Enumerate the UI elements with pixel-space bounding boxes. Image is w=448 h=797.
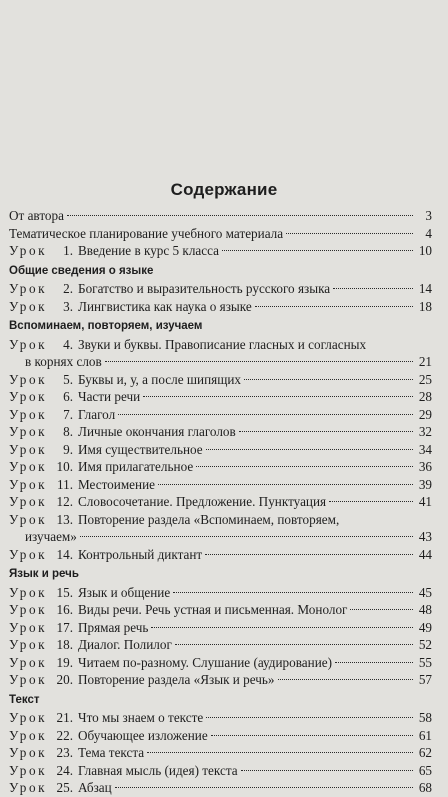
lesson-prefix: Урок bbox=[9, 546, 48, 562]
entry-title: Что мы знаем о тексте bbox=[78, 710, 204, 725]
toc-entry bbox=[9, 371, 432, 389]
entry-title: Тематическое планирование учебного материала bbox=[9, 225, 284, 241]
lesson-number: 6. bbox=[63, 389, 73, 404]
page-number: 29 bbox=[418, 406, 432, 422]
toc-entry bbox=[9, 388, 432, 406]
entry-title: Прямая речь bbox=[78, 619, 149, 635]
dot-leader bbox=[143, 396, 413, 397]
page-number: 55 bbox=[418, 654, 432, 670]
dot-leader bbox=[206, 449, 413, 450]
entry-title: Местоимение bbox=[78, 476, 155, 492]
toc-entry bbox=[9, 709, 432, 727]
dot-leader bbox=[286, 233, 413, 234]
entry-title: Личные окончания глаголов bbox=[78, 424, 236, 439]
lesson-prefix: Урок bbox=[9, 441, 48, 457]
lesson-number: 14. bbox=[56, 546, 73, 562]
dot-leader bbox=[350, 609, 413, 610]
entry-title: Главная мысль (идея) текста bbox=[78, 762, 238, 778]
lesson-number: 24. bbox=[56, 762, 73, 778]
entry-title: Словосочетание. Предложение. Пунктуация bbox=[78, 494, 327, 509]
page-number: 10 bbox=[418, 243, 432, 258]
entry-title: Богатство и выразительность русского языка bbox=[78, 281, 331, 296]
section-heading: Текст bbox=[9, 693, 40, 706]
entry-title: Глагол bbox=[78, 406, 116, 422]
page-number: 58 bbox=[418, 710, 432, 725]
lesson-prefix: Урок bbox=[9, 727, 48, 743]
entry-title: Имя прилагательное bbox=[78, 459, 194, 474]
lesson-number: 7. bbox=[63, 406, 73, 422]
lesson-prefix: Урок bbox=[9, 389, 48, 404]
toc-entry bbox=[9, 654, 432, 672]
lesson-number: 23. bbox=[56, 745, 73, 760]
dot-leader bbox=[80, 536, 413, 537]
lesson-prefix: Урок bbox=[9, 511, 48, 527]
page-number: 3 bbox=[425, 208, 432, 223]
dot-leader bbox=[335, 662, 413, 663]
dot-leader bbox=[118, 414, 413, 415]
entry-title: Звуки и буквы. Правописание гласных и согласных bbox=[78, 336, 367, 352]
lesson-prefix: Урок bbox=[9, 637, 48, 652]
toc-entry bbox=[9, 280, 432, 298]
entry-title: Имя существительное bbox=[78, 441, 203, 457]
lesson-prefix: Урок bbox=[9, 281, 48, 296]
entry-title: Введение в курс 5 класса bbox=[78, 243, 219, 258]
dot-leader bbox=[196, 466, 413, 467]
page-number: 25 bbox=[418, 371, 432, 387]
lesson-number: 12. bbox=[56, 494, 73, 509]
table-of-contents bbox=[9, 207, 432, 797]
page-number: 44 bbox=[418, 546, 432, 562]
lesson-number: 15. bbox=[56, 584, 73, 600]
dot-leader bbox=[211, 735, 413, 736]
lesson-prefix: Урок bbox=[9, 494, 48, 509]
page-number: 36 bbox=[418, 459, 432, 474]
page-number: 41 bbox=[418, 494, 432, 509]
dot-leader bbox=[278, 679, 414, 680]
toc-entry bbox=[9, 779, 432, 797]
lesson-prefix: Урок bbox=[9, 619, 48, 635]
lesson-prefix: Урок bbox=[9, 780, 48, 795]
dot-leader bbox=[67, 215, 413, 216]
toc-entry bbox=[9, 636, 432, 654]
entry-title: Обучающее изложение bbox=[78, 727, 208, 743]
lesson-prefix: Урок bbox=[9, 424, 48, 439]
lesson-prefix: Урок bbox=[9, 406, 48, 422]
entry-title: Повторение раздела «Язык и речь» bbox=[78, 672, 275, 687]
lesson-prefix: Урок bbox=[9, 745, 48, 760]
entry-title: Тема текста bbox=[78, 745, 145, 760]
toc-entry bbox=[9, 458, 432, 476]
entry-title: Абзац bbox=[78, 780, 112, 795]
page-number: 4 bbox=[425, 225, 432, 241]
entry-title: От автора bbox=[9, 208, 64, 223]
entry-title-continued: изучаем» bbox=[25, 529, 77, 544]
toc-entry bbox=[9, 242, 432, 260]
lesson-number: 22. bbox=[56, 727, 73, 743]
dot-leader bbox=[205, 554, 413, 555]
page-number: 68 bbox=[418, 780, 432, 795]
page-title: Содержание bbox=[170, 180, 278, 199]
entry-title: Буквы и, у, а после шипящих bbox=[78, 371, 242, 387]
lesson-prefix: Урок bbox=[9, 243, 48, 258]
entry-title: Контрольный диктант bbox=[78, 546, 203, 562]
lesson-prefix: Урок bbox=[9, 602, 48, 617]
section-heading: Общие сведения о языке bbox=[9, 264, 154, 277]
dot-leader bbox=[239, 431, 413, 432]
dot-leader bbox=[255, 306, 413, 307]
toc-entry bbox=[9, 601, 432, 619]
toc-entry bbox=[9, 441, 432, 459]
toc-entry bbox=[9, 207, 432, 225]
lesson-prefix: Урок bbox=[9, 298, 48, 314]
dot-leader bbox=[151, 627, 413, 628]
lesson-number: 17. bbox=[56, 619, 73, 635]
dot-leader bbox=[241, 770, 413, 771]
page-number: 14 bbox=[418, 281, 432, 296]
lesson-prefix: Урок bbox=[9, 584, 48, 600]
entry-title: Диалог. Полилог bbox=[78, 637, 172, 652]
lesson-number: 20. bbox=[56, 672, 73, 687]
lesson-prefix: Урок bbox=[9, 371, 48, 387]
lesson-number: 21. bbox=[56, 710, 73, 725]
page-number: 62 bbox=[418, 745, 432, 760]
section-heading: Язык и речь bbox=[9, 568, 79, 580]
entry-title-continued: в корнях слов bbox=[25, 354, 102, 369]
toc-entry bbox=[9, 584, 432, 602]
page-number: 34 bbox=[418, 441, 432, 457]
entry-title: Читаем по-разному. Слушание (аудирование) bbox=[78, 654, 333, 670]
lesson-number: 19. bbox=[56, 654, 73, 670]
page-number: 57 bbox=[418, 672, 432, 687]
page-number: 43 bbox=[418, 529, 432, 544]
toc-entry bbox=[9, 619, 432, 637]
lesson-number: 13. bbox=[56, 511, 73, 527]
toc-entry bbox=[9, 493, 432, 511]
page-number: 39 bbox=[418, 476, 432, 492]
toc-entry bbox=[9, 406, 432, 424]
lesson-number: 16. bbox=[56, 602, 73, 617]
dot-leader bbox=[173, 592, 413, 593]
lesson-prefix: Урок bbox=[9, 476, 48, 492]
lesson-prefix: Урок bbox=[9, 672, 48, 687]
toc-entry bbox=[9, 762, 432, 780]
dot-leader bbox=[147, 752, 413, 753]
entry-title: Повторение раздела «Вспоминаем, повторяем, bbox=[78, 511, 340, 527]
lesson-number: 2. bbox=[63, 281, 73, 296]
dot-leader bbox=[244, 379, 413, 380]
toc-entry bbox=[9, 298, 432, 316]
lesson-prefix: Урок bbox=[9, 762, 48, 778]
toc-entry bbox=[9, 336, 432, 371]
entry-title: Виды речи. Речь устная и письменная. Монолог bbox=[78, 602, 348, 617]
dot-leader bbox=[333, 288, 413, 289]
lesson-prefix: Урок bbox=[9, 654, 48, 670]
lesson-prefix: Урок bbox=[9, 336, 48, 352]
lesson-number: 25. bbox=[56, 780, 73, 795]
toc-entry bbox=[9, 225, 432, 243]
page-number: 61 bbox=[418, 727, 432, 743]
page-number: 52 bbox=[418, 637, 432, 652]
lesson-number: 1. bbox=[63, 243, 73, 258]
page-number: 45 bbox=[418, 584, 432, 600]
lesson-prefix: Урок bbox=[9, 710, 48, 725]
lesson-number: 10. bbox=[56, 459, 73, 474]
page-number: 32 bbox=[418, 424, 432, 439]
entry-title: Части речи bbox=[78, 389, 141, 404]
lesson-number: 8. bbox=[63, 424, 73, 439]
entry-title: Лингвистика как наука о языке bbox=[78, 298, 252, 314]
dot-leader bbox=[206, 717, 413, 718]
dot-leader bbox=[105, 361, 413, 362]
dot-leader bbox=[329, 501, 413, 502]
toc-entry bbox=[9, 511, 432, 546]
toc-entry bbox=[9, 671, 432, 689]
dot-leader bbox=[115, 787, 413, 788]
lesson-number: 9. bbox=[63, 441, 73, 457]
toc-entry bbox=[9, 727, 432, 745]
lesson-number: 3. bbox=[63, 298, 73, 314]
toc-entry bbox=[9, 476, 432, 494]
dot-leader bbox=[158, 484, 413, 485]
page-number: 28 bbox=[418, 389, 432, 404]
lesson-number: 4. bbox=[63, 336, 73, 352]
lesson-number: 11. bbox=[57, 476, 73, 492]
page-number: 49 bbox=[418, 619, 432, 635]
lesson-number: 5. bbox=[63, 371, 73, 387]
section-heading: Вспоминаем, повторяем, изучаем bbox=[9, 320, 203, 332]
page-number: 48 bbox=[418, 602, 432, 617]
lesson-number: 18. bbox=[56, 637, 73, 652]
toc-entry bbox=[9, 546, 432, 564]
page-number: 65 bbox=[418, 762, 432, 778]
page-number: 18 bbox=[418, 298, 432, 314]
dot-leader bbox=[175, 644, 413, 645]
page-number: 21 bbox=[418, 354, 432, 369]
toc-entry bbox=[9, 744, 432, 762]
entry-title: Язык и общение bbox=[78, 584, 171, 600]
lesson-prefix: Урок bbox=[9, 459, 48, 474]
dot-leader bbox=[222, 250, 413, 251]
toc-entry bbox=[9, 423, 432, 441]
